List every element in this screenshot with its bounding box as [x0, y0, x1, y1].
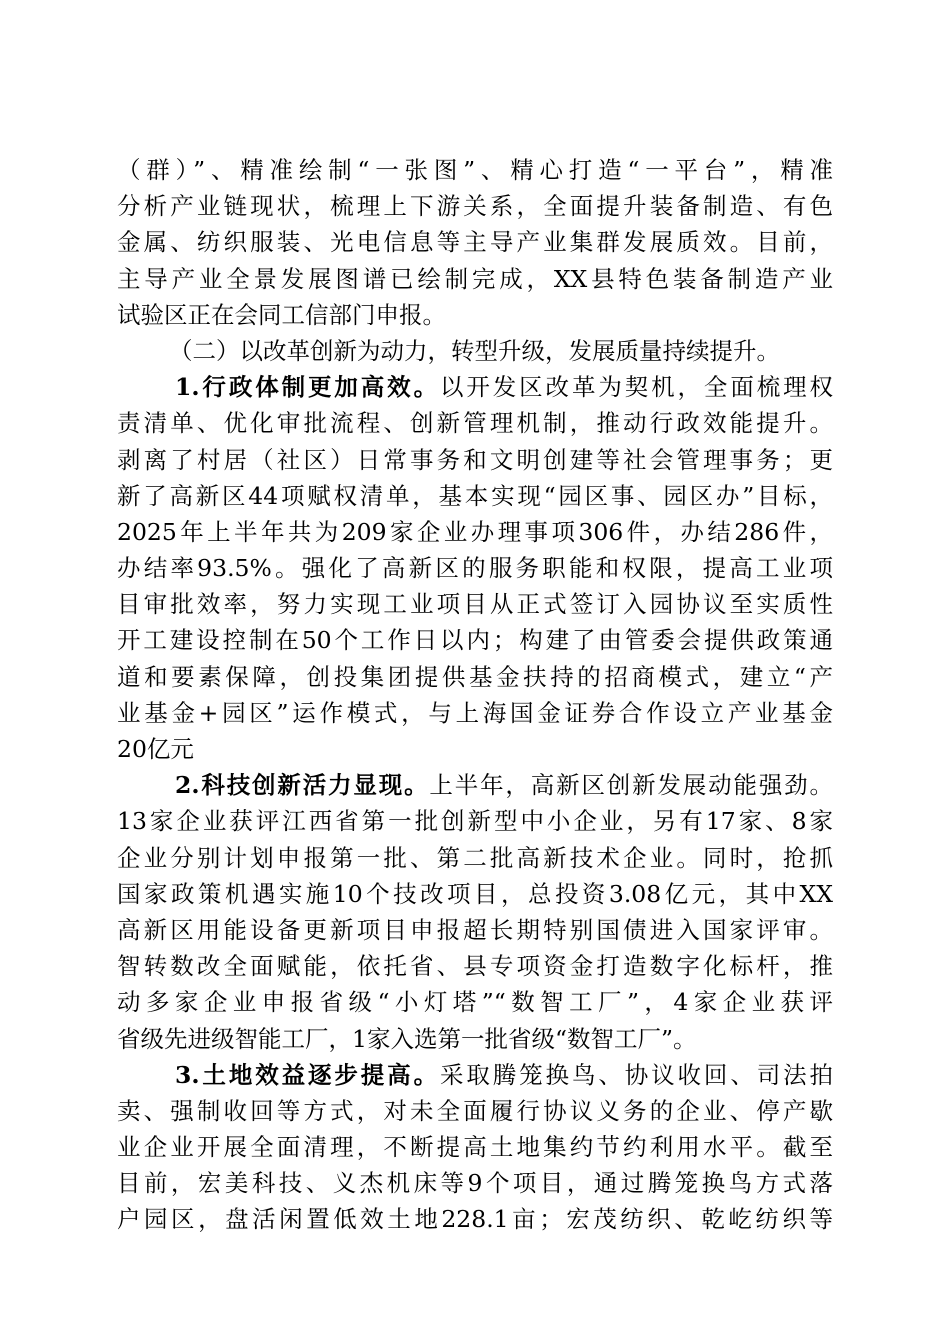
paragraph-line: 开工建设控制在50个工作日以内；构建了由管委会提供政策通: [117, 626, 833, 655]
paragraph-line: 国家政策机遇实施10个技改项目，总投资3.08亿元，其中XX: [117, 879, 833, 908]
document-body: [117, 152, 833, 1238]
paragraph-line: 卖、强制收回等方式，对未全面履行协议义务的企业、停产歇: [117, 1096, 833, 1125]
section3-title: 3.土地效益逐步提高。: [175, 1060, 440, 1089]
paragraph-line: 分析产业链现状，梳理上下游关系，全面提升装备制造、有色: [117, 192, 833, 221]
section1-first-line-text: 以开发区改革为契机，全面梳理权: [439, 373, 833, 402]
paragraph-line: 智转数改全面赋能，依托省、县专项资金打造数字化标杆，推: [117, 952, 833, 981]
section2-first-line: [117, 767, 833, 803]
paragraph-line: 目审批效率，努力实现工业项目从正式签订入园协议至实质性: [117, 590, 833, 619]
section2-title: 2.科技创新活力显现。: [175, 771, 430, 800]
paragraph-line: （群）”、精准绘制“一张图”、精心打造“一平台”，精准: [117, 156, 833, 184]
paragraph-line: 13家企业获评江西省第一批创新型中小企业，另有17家、8家: [117, 807, 833, 836]
paragraph-line: 业基金+园区”运作模式，与上海国金证券合作设立产业基金: [117, 698, 833, 727]
paragraph-line: 户园区，盘活闲置低效土地228.1亩；宏茂纺织、乾屹纺织等: [117, 1205, 833, 1234]
paragraph-line: 金属、纺织服装、光电信息等主导产业集群发展质效。目前，: [117, 228, 833, 257]
paragraph-line: 企业分别计划申报第一批、第二批高新技术企业。同时，抢抓: [117, 843, 833, 872]
paragraph-line: 20亿元: [117, 735, 194, 763]
paragraph-line: 办结率93.5%。强化了高新区的服务职能和权限，提高工业项: [117, 554, 833, 583]
paragraph-line: 责清单、优化审批流程、创新管理机制，推动行政效能提升。: [117, 409, 833, 438]
paragraph-line: 主导产业全景发展图谱已绘制完成，XX县特色装备制造产业: [117, 264, 833, 293]
section3-first-line-text: 采取腾笼换鸟、协议收回、司法拍: [439, 1060, 833, 1089]
section1-title: 1.行政体制更加高效。: [175, 373, 440, 402]
paragraph-line: 剥离了村居（社区）日常事务和文明创建等社会管理事务；更: [117, 445, 833, 474]
paragraph-line: 动多家企业申报省级“小灯塔”“数智工厂”，4家企业获评: [117, 988, 833, 1017]
section-heading: （二）以改革创新为动力，转型升级，发展质量持续提升。: [169, 336, 780, 365]
section2-first-line-text: 上半年，高新区创新发展动能强劲。: [429, 771, 833, 800]
section1-first-line: [117, 369, 833, 405]
paragraph-line: 新了高新区44项赋权清单，基本实现“园区事、园区办”目标，: [117, 481, 833, 510]
paragraph-line: 省级先进级智能工厂，1家入选第一批省级“数智工厂”。: [117, 1024, 697, 1053]
paragraph-line: 2025年上半年共为209家企业办理事项306件，办结286件，: [117, 517, 833, 546]
paragraph-line: 试验区正在会同工信部门申报。: [117, 300, 446, 329]
paragraph-line: 道和要素保障，创投集团提供基金扶持的招商模式，建立“产: [117, 662, 833, 691]
paragraph-line: 目前，宏美科技、义杰机床等9个项目，通过腾笼换鸟方式落: [117, 1169, 833, 1198]
section3-first-line: [117, 1057, 833, 1093]
paragraph-line: 业企业开展全面清理，不断提高土地集约节约利用水平。截至: [117, 1133, 833, 1162]
paragraph-line: 高新区用能设备更新项目申报超长期特别国债进入国家评审。: [117, 915, 833, 944]
